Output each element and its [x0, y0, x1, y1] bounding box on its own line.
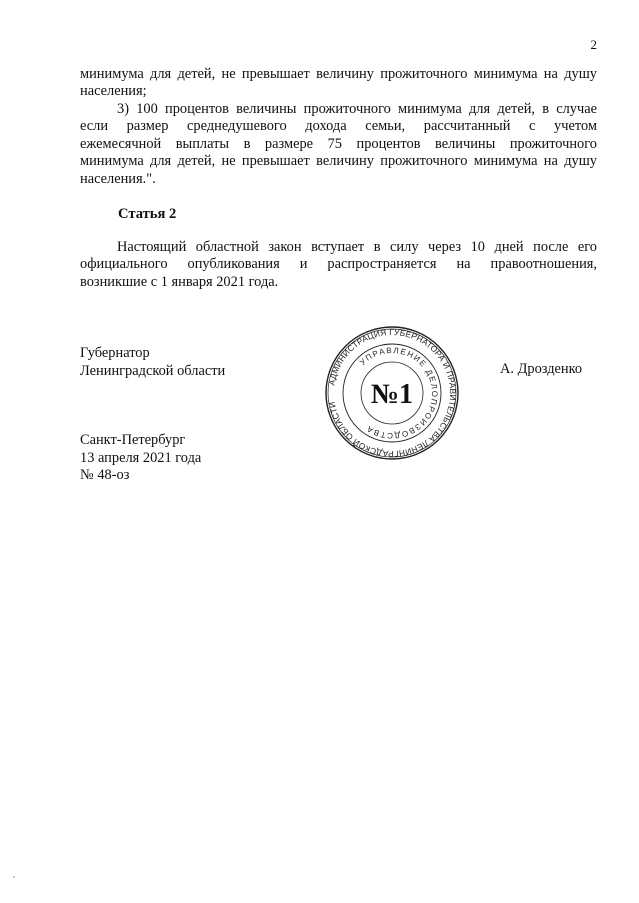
- page-number: 2: [590, 37, 597, 52]
- seal-number: №1: [370, 379, 414, 410]
- text-line: населения;: [80, 83, 147, 100]
- text-line: Настоящий областной закон вступает в силу через 10 дней после его: [117, 239, 597, 255]
- article-heading: Статья 2: [118, 206, 177, 222]
- signatory-title-line: Губернатор: [80, 345, 150, 361]
- text-line: 3) 100 процентов величины прожиточного минимума для детей, в случае: [117, 101, 597, 117]
- text-line: если размер среднедушевого дохода семьи, рассчитанный с учетом: [80, 118, 597, 135]
- text-line: минимума для детей, не превышает величину прожиточного минимума на душу: [80, 153, 597, 170]
- signatory-title: [80, 344, 225, 380]
- signatory-name: А. Дрозденко: [500, 361, 583, 377]
- scan-artifact: [13, 876, 15, 878]
- article-paragraph: [80, 239, 597, 291]
- place-and-date: [80, 432, 201, 485]
- seal-outer-text: АДМИНИСТРАЦИЯ ГУБЕРНАТОРА И ПРАВИТЕЛЬСТВА ЛЕНИНГРАДСКОЙ ОБЛАСТИ: [326, 326, 459, 460]
- seal-inner-text: УПРАВЛЕНИЕ ДЕЛОПРОИЗВОДСТВА: [358, 345, 440, 441]
- official-seal: [324, 325, 460, 461]
- text-line: ежемесячной выплаты в размере 75 процентов величины прожиточного: [80, 135, 597, 152]
- text-line: возникшие с 1 января 2021 года.: [80, 273, 279, 290]
- continuation-paragraph: [80, 66, 597, 101]
- signatory-title-line: Ленинградской области: [80, 363, 226, 379]
- text-line: населения.".: [80, 170, 156, 187]
- item-3-paragraph: [80, 101, 597, 188]
- text-line: официального опубликования и распространяется на правоотношения,: [80, 256, 597, 273]
- city: Санкт-Петербург: [80, 432, 186, 448]
- text-line: минимума для детей, не превышает величину прожиточного минимума на душу: [80, 66, 597, 82]
- law-number: № 48-оз: [80, 467, 130, 483]
- date: 13 апреля 2021 года: [80, 449, 202, 466]
